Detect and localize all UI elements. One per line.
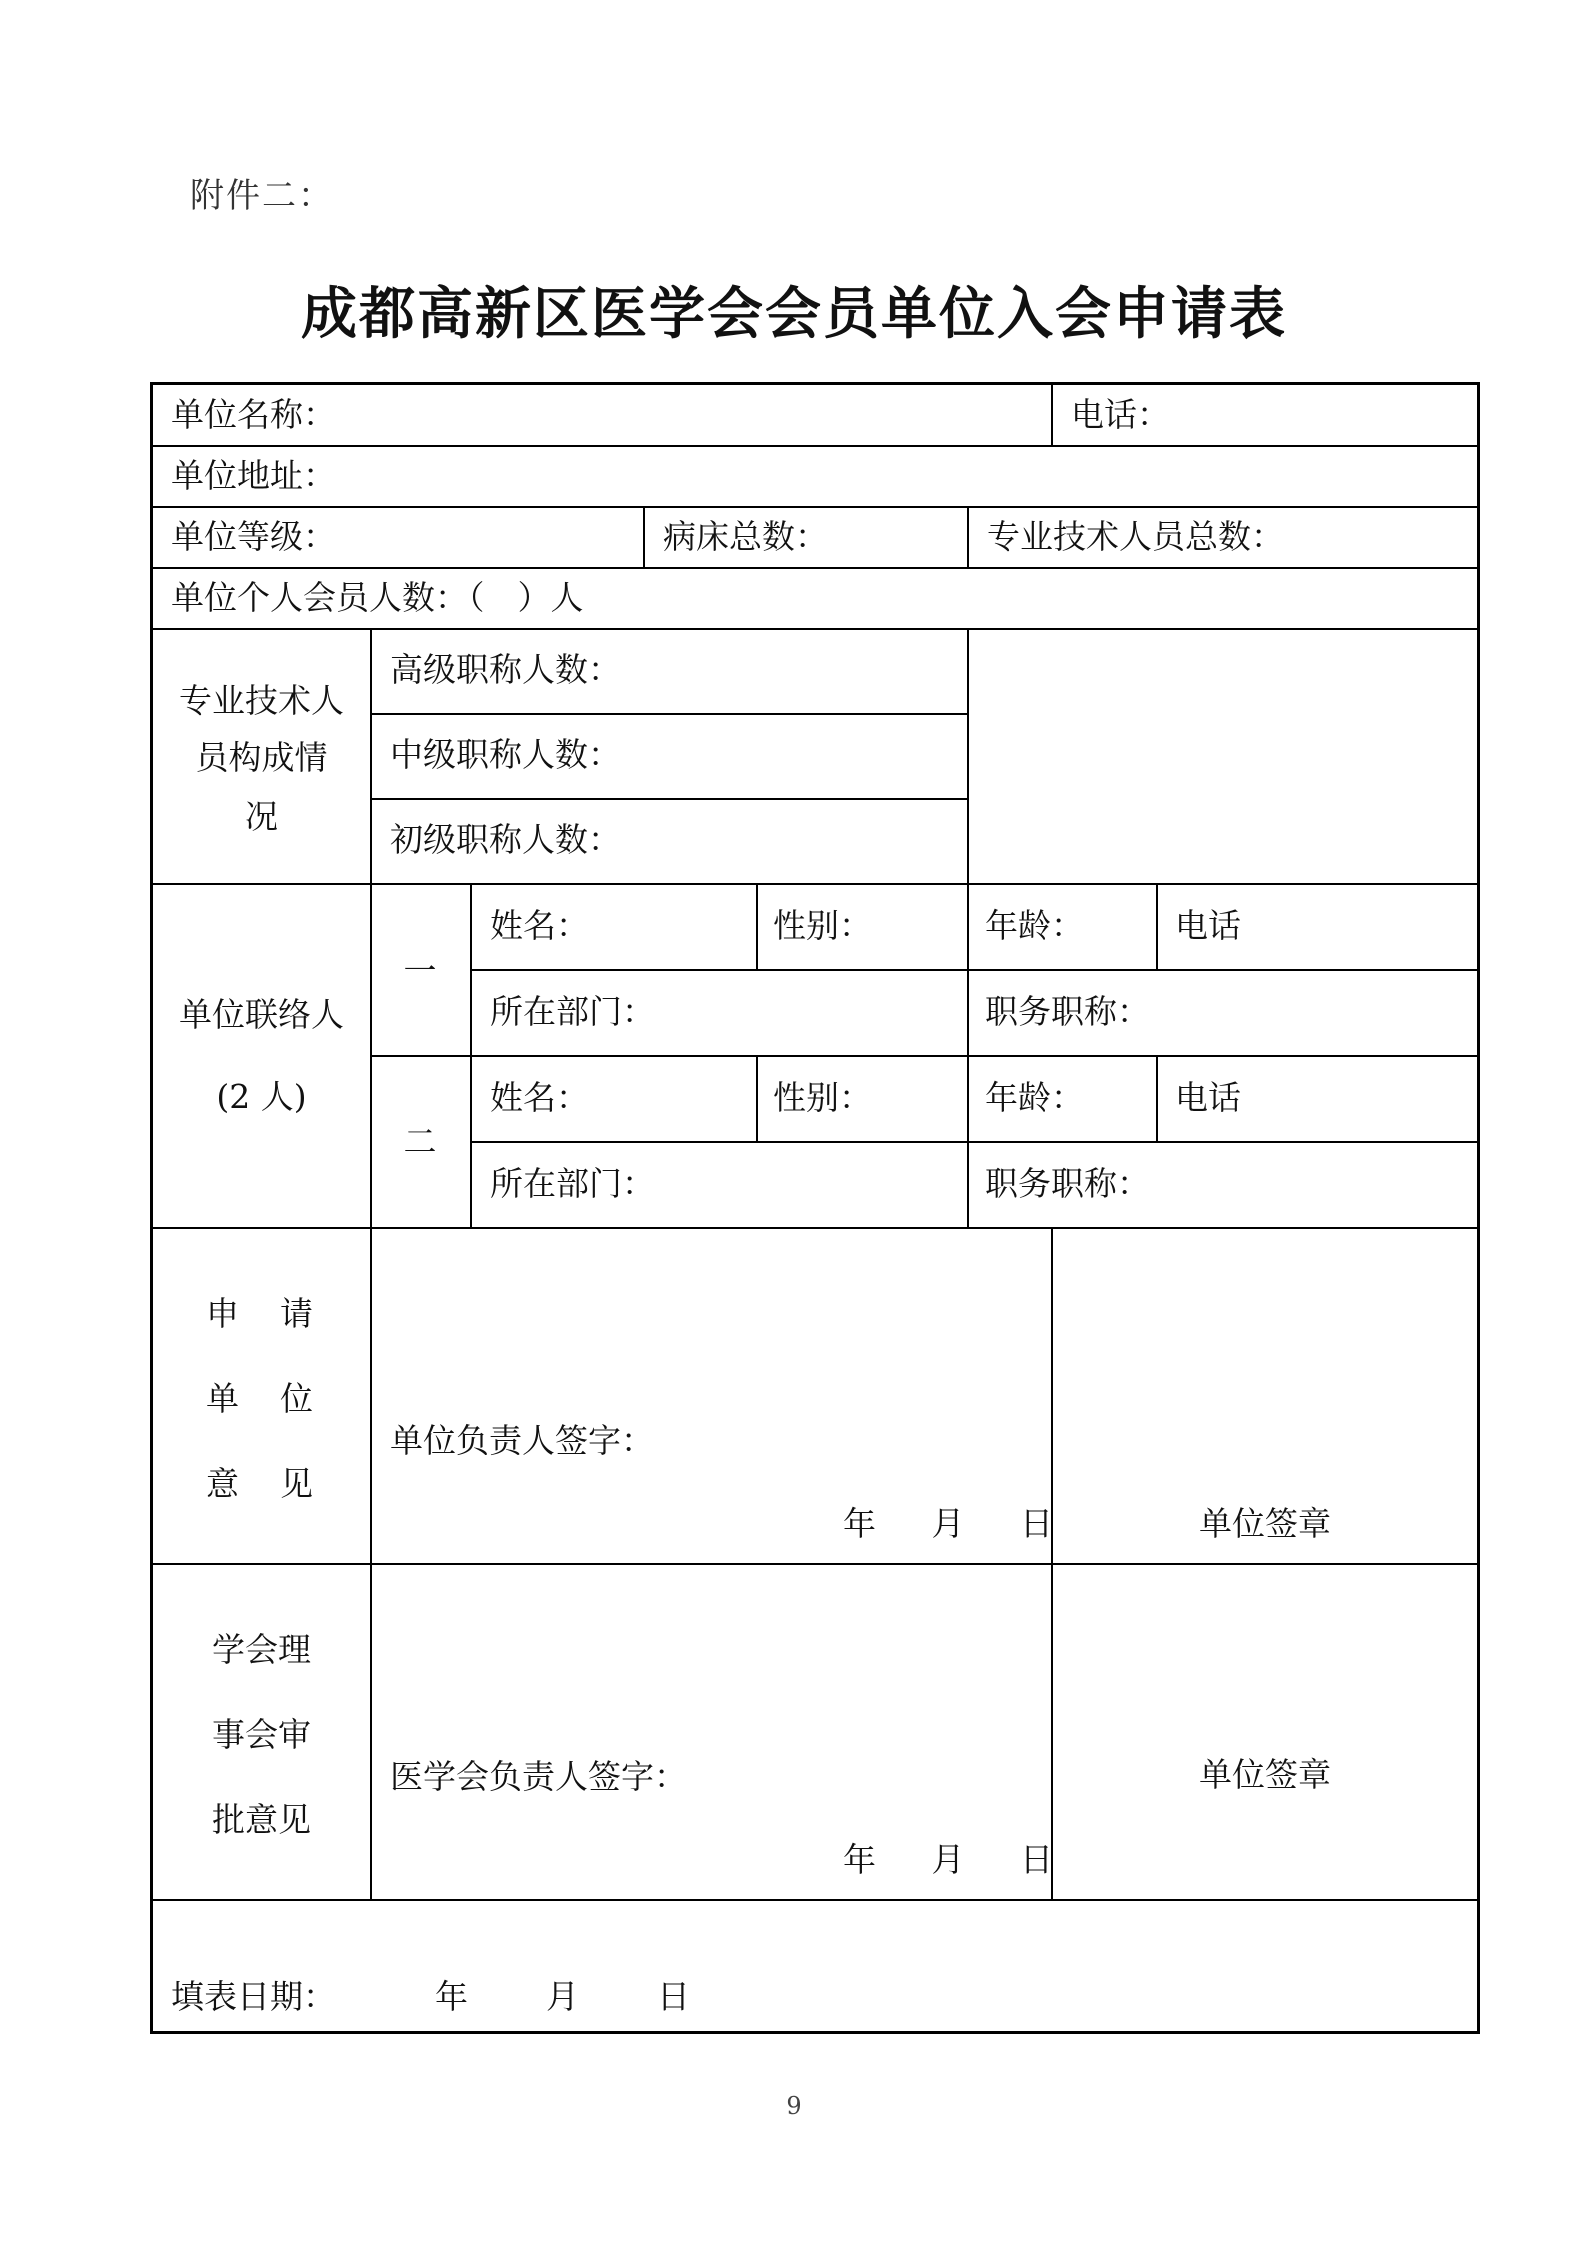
contact-two-marker: 二 <box>403 1122 437 1161</box>
applicant-opinion-label: 申 请 <box>206 1294 317 1333</box>
col-divider <box>1051 1227 1053 1900</box>
row-divider <box>153 1563 1477 1565</box>
row-divider <box>153 1227 1477 1229</box>
contact-one-age: 年龄： <box>985 906 1084 945</box>
row-divider <box>370 798 967 800</box>
col-divider <box>756 1055 758 1142</box>
contact-one-gender: 性别： <box>773 906 872 945</box>
applicant-seal: 单位签章 <box>1199 1504 1331 1543</box>
col-divider <box>1156 883 1158 970</box>
contact-one-department: 所在部门： <box>490 992 655 1031</box>
council-opinion-label: 事会审 <box>212 1715 311 1754</box>
application-form <box>150 382 1480 2034</box>
unit-name-label: 单位名称： <box>171 395 336 434</box>
col-divider <box>756 883 758 970</box>
fill-date-label: 填表日期： <box>171 1977 336 2016</box>
contacts-label: 单位联络人 <box>179 995 344 1034</box>
fill-date-value: 年 月 日 <box>435 1977 694 2016</box>
col-divider <box>470 883 472 1228</box>
staff-composition-label: 专业技术人 <box>179 681 344 720</box>
row-divider <box>153 506 1477 508</box>
attachment-label: 附件二： <box>190 176 334 216</box>
contact-one-name: 姓名： <box>490 906 589 945</box>
council-signature-label: 医学会负责人签字： <box>390 1757 687 1796</box>
council-date: 年 月 日 <box>843 1840 1057 1879</box>
page-number: 9 <box>786 2092 802 2120</box>
contact-two-department: 所在部门： <box>490 1164 655 1203</box>
col-divider <box>643 506 645 568</box>
senior-title-label: 高级职称人数： <box>390 650 621 689</box>
row-divider <box>153 1899 1477 1901</box>
applicant-opinion-label: 意 见 <box>206 1464 317 1503</box>
contact-one-title: 职务职称： <box>985 992 1150 1031</box>
contact-two-title: 职务职称： <box>985 1164 1150 1203</box>
contacts-count: (2 人) <box>216 1077 307 1116</box>
row-divider <box>370 713 967 715</box>
row-divider <box>153 567 1477 569</box>
applicant-opinion-label: 单 位 <box>206 1379 317 1418</box>
col-divider <box>1051 385 1053 446</box>
contact-two-age: 年龄： <box>985 1078 1084 1117</box>
council-seal: 单位签章 <box>1199 1755 1331 1794</box>
col-divider <box>967 628 969 1228</box>
contact-one-marker: 一 <box>403 951 437 990</box>
contact-two-gender: 性别： <box>773 1078 872 1117</box>
tech-staff-total-label: 专业技术人员总数： <box>987 517 1284 556</box>
beds-total-label: 病床总数： <box>663 517 828 556</box>
junior-title-label: 初级职称人数： <box>390 820 621 859</box>
applicant-date: 年 月 日 <box>843 1504 1057 1543</box>
council-opinion-label: 批意见 <box>212 1800 311 1839</box>
phone-label: 电话： <box>1071 395 1170 434</box>
contact-two-name: 姓名： <box>490 1078 589 1117</box>
staff-composition-label: 员构成情 <box>195 738 328 777</box>
row-divider <box>153 883 1477 885</box>
page-title: 成都高新区医学会会员单位入会申请表 <box>301 282 1287 347</box>
col-divider <box>967 506 969 568</box>
col-divider <box>1156 1055 1158 1142</box>
applicant-signature-label: 单位负责人签字： <box>390 1421 654 1460</box>
col-divider <box>370 628 372 1900</box>
middle-title-label: 中级职称人数： <box>390 735 621 774</box>
row-divider <box>470 1141 1477 1143</box>
contact-one-phone: 电话 <box>1175 906 1241 945</box>
unit-grade-label: 单位等级： <box>171 517 336 556</box>
row-divider <box>153 445 1477 447</box>
row-divider <box>370 1055 1477 1057</box>
unit-address-label: 单位地址： <box>171 456 336 495</box>
council-opinion-label: 学会理 <box>212 1630 311 1669</box>
staff-composition-label: 况 <box>245 797 278 836</box>
row-divider <box>470 969 1477 971</box>
individual-members-label: 单位个人会员人数：（ ）人 <box>171 578 584 617</box>
row-divider <box>153 628 1477 630</box>
contact-two-phone: 电话 <box>1175 1078 1241 1117</box>
